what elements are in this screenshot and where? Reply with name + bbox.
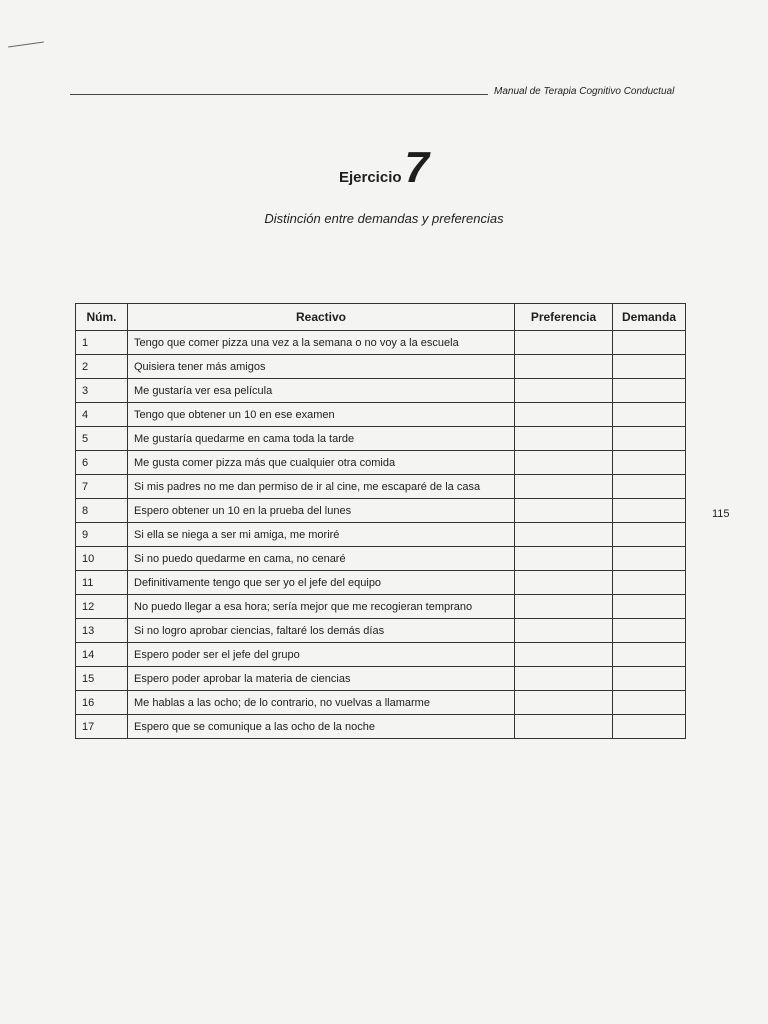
row-number: 13: [76, 619, 128, 643]
demanda-cell[interactable]: [613, 475, 686, 499]
demanda-cell[interactable]: [613, 427, 686, 451]
row-reactivo: Me gustaría quedarme en cama toda la tarde: [128, 427, 515, 451]
header-demanda: Demanda: [613, 304, 686, 331]
header-rule: [70, 94, 488, 95]
table-row: [76, 403, 686, 427]
exercise-label: Ejercicio: [338, 169, 402, 186]
row-number: 15: [76, 667, 128, 691]
header-num: Núm.: [76, 304, 128, 331]
row-number: 1: [76, 331, 128, 355]
row-number: 11: [76, 571, 128, 595]
row-number: 9: [76, 523, 128, 547]
row-reactivo: Me gustaría ver esa película: [128, 379, 515, 403]
scan-artifact-line: [8, 41, 44, 47]
table-row: [76, 571, 686, 595]
row-reactivo: Tengo que obtener un 10 en ese examen: [128, 403, 515, 427]
row-number: 17: [76, 715, 128, 739]
row-number: 8: [76, 499, 128, 523]
page-number: 115: [712, 508, 730, 520]
demanda-cell[interactable]: [613, 595, 686, 619]
table-row: [76, 667, 686, 691]
demanda-cell[interactable]: [613, 331, 686, 355]
row-number: 6: [76, 451, 128, 475]
preferencia-cell[interactable]: [515, 523, 613, 547]
preferencia-cell[interactable]: [515, 643, 613, 667]
table-row: [76, 691, 686, 715]
preferencia-cell[interactable]: [515, 667, 613, 691]
demanda-cell[interactable]: [613, 403, 686, 427]
row-reactivo: Me gusta comer pizza más que cualquier otra comida: [128, 451, 515, 475]
table-header-row: [76, 304, 686, 331]
exercise-table: [75, 303, 686, 739]
preferencia-cell[interactable]: [515, 691, 613, 715]
demanda-cell[interactable]: [613, 379, 686, 403]
row-reactivo: Espero que se comunique a las ocho de la noche: [128, 715, 515, 739]
table-row: [76, 643, 686, 667]
exercise-number: 7: [404, 143, 430, 192]
row-reactivo: Tengo que comer pizza una vez a la semana o no voy a la escuela: [128, 331, 515, 355]
running-header: Manual de Terapia Cognitivo Conductual: [494, 86, 675, 97]
row-number: 10: [76, 547, 128, 571]
row-number: 12: [76, 595, 128, 619]
row-number: 2: [76, 355, 128, 379]
demanda-cell[interactable]: [613, 523, 686, 547]
preferencia-cell[interactable]: [515, 331, 613, 355]
row-number: 3: [76, 379, 128, 403]
table-row: [76, 427, 686, 451]
header-reactivo: Reactivo: [128, 304, 515, 331]
demanda-cell[interactable]: [613, 619, 686, 643]
table-row: [76, 619, 686, 643]
demanda-cell[interactable]: [613, 547, 686, 571]
row-reactivo: Espero poder ser el jefe del grupo: [128, 643, 515, 667]
row-reactivo: Espero poder aprobar la materia de ciencias: [128, 667, 515, 691]
preferencia-cell[interactable]: [515, 715, 613, 739]
row-number: 14: [76, 643, 128, 667]
row-reactivo: Si no logro aprobar ciencias, faltaré los demás días: [128, 619, 515, 643]
preferencia-cell[interactable]: [515, 595, 613, 619]
table-row: [76, 715, 686, 739]
row-number: 7: [76, 475, 128, 499]
table-row: [76, 331, 686, 355]
demanda-cell[interactable]: [613, 451, 686, 475]
row-reactivo: Quisiera tener más amigos: [128, 355, 515, 379]
demanda-cell[interactable]: [613, 643, 686, 667]
preferencia-cell[interactable]: [515, 451, 613, 475]
row-reactivo: Si mis padres no me dan permiso de ir al cine, me escaparé de la casa: [128, 475, 515, 499]
demanda-cell[interactable]: [613, 499, 686, 523]
table-row: [76, 355, 686, 379]
demanda-cell[interactable]: [613, 667, 686, 691]
preferencia-cell[interactable]: [515, 571, 613, 595]
table-row: [76, 451, 686, 475]
table-row: [76, 475, 686, 499]
demanda-cell[interactable]: [613, 691, 686, 715]
demanda-cell[interactable]: [613, 355, 686, 379]
demanda-cell[interactable]: [613, 715, 686, 739]
row-number: 5: [76, 427, 128, 451]
row-reactivo: No puedo llegar a esa hora; sería mejor que me recogieran temprano: [128, 595, 515, 619]
table-row: [76, 499, 686, 523]
row-reactivo: Si no puedo quedarme en cama, no cenaré: [128, 547, 515, 571]
table-row: [76, 379, 686, 403]
preferencia-cell[interactable]: [515, 475, 613, 499]
row-number: 16: [76, 691, 128, 715]
row-reactivo: Espero obtener un 10 en la prueba del lunes: [128, 499, 515, 523]
table-row: [76, 595, 686, 619]
preferencia-cell[interactable]: [515, 379, 613, 403]
row-reactivo: Si ella se niega a ser mi amiga, me moriré: [128, 523, 515, 547]
preferencia-cell[interactable]: [515, 499, 613, 523]
preferencia-cell[interactable]: [515, 403, 613, 427]
row-reactivo: Me hablas a las ocho; de lo contrario, no vuelvas a llamarme: [128, 691, 515, 715]
preferencia-cell[interactable]: [515, 547, 613, 571]
exercise-title: [0, 143, 768, 192]
table-row: [76, 547, 686, 571]
preferencia-cell[interactable]: [515, 427, 613, 451]
exercise-subtitle: Distinción entre demandas y preferencias: [264, 211, 504, 226]
table-row: [76, 523, 686, 547]
row-number: 4: [76, 403, 128, 427]
demanda-cell[interactable]: [613, 571, 686, 595]
row-reactivo: Definitivamente tengo que ser yo el jefe del equipo: [128, 571, 515, 595]
header-preferencia: Preferencia: [515, 304, 613, 331]
preferencia-cell[interactable]: [515, 619, 613, 643]
table-body: [76, 331, 686, 739]
preferencia-cell[interactable]: [515, 355, 613, 379]
